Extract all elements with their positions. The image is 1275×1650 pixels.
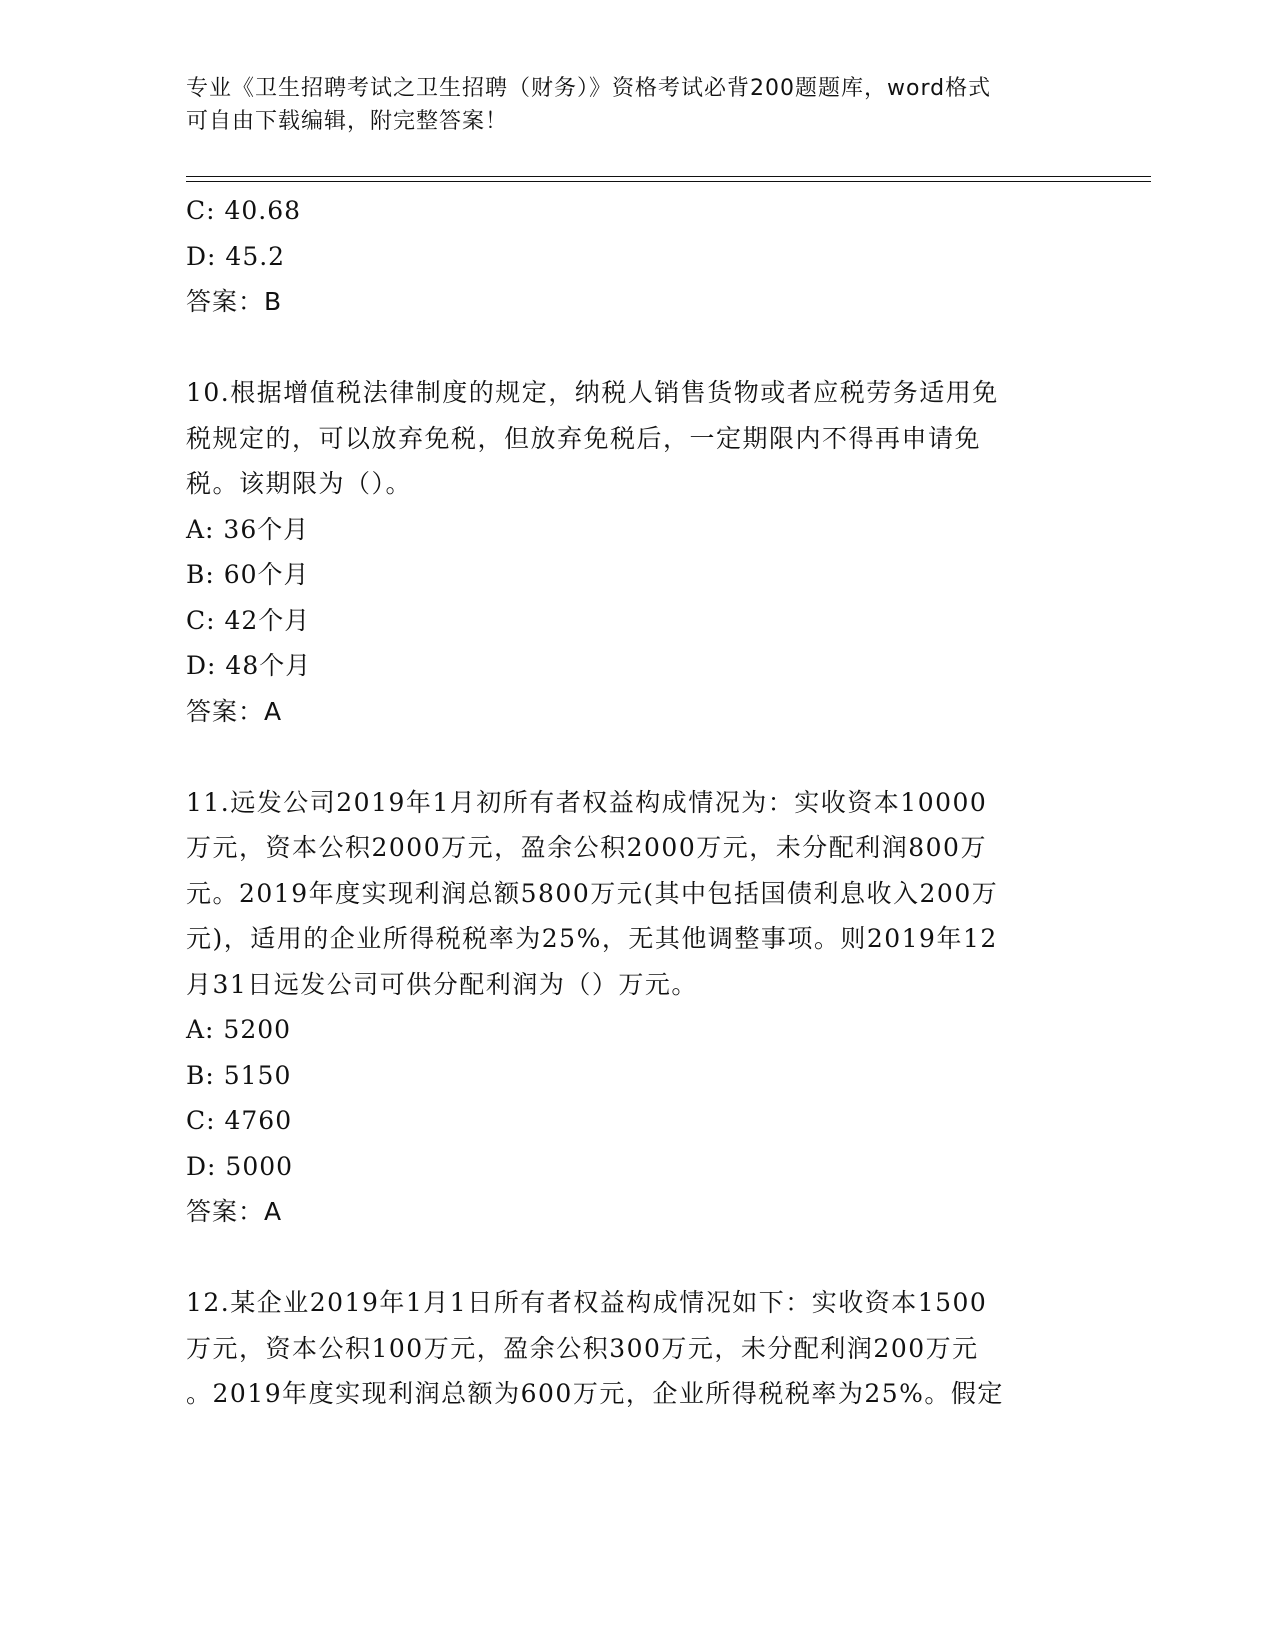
question-text-line: 元。2019年度实现利润总额5800万元(其中包括国债利息收入200万 [186, 878, 999, 908]
option-c: C: 42个月 [186, 605, 311, 635]
option-c: C: 40.68 [186, 196, 302, 225]
question-text-line: 月31日远发公司可供分配利润为（）万元。 [186, 969, 698, 999]
question-9-tail [186, 188, 1076, 325]
spacer [186, 325, 1076, 371]
spacer [186, 734, 1076, 780]
question-text-line: 税规定的，可以放弃免税，但放弃免税后，一定期限内不得再申请免 [186, 423, 982, 453]
question-text-line: 11.远发公司2019年1月初所有者权益构成情况为：实收资本10000 [186, 787, 988, 817]
option-d: D: 5000 [186, 1151, 294, 1181]
option-b: B: 5150 [186, 1060, 292, 1090]
question-10 [186, 370, 1076, 734]
question-text-line: 万元，资本公积2000万元，盈余公积2000万元，未分配利润800万 [186, 833, 987, 862]
question-text-line: 元)，适用的企业所得税税率为25%，无其他调整事项。则2019年12 [186, 924, 998, 953]
option-a: A: 36个月 [186, 514, 310, 544]
question-text-line: 10.根据增值税法律制度的规定，纳税人销售货物或者应税劳务适用免 [186, 378, 999, 407]
answer-line: 答案：B [186, 287, 283, 316]
option-b: B: 60个月 [186, 560, 310, 589]
answer-line: 答案：A [186, 1197, 283, 1226]
question-text-line: 税。该期限为（）。 [186, 469, 413, 498]
spacer [186, 1235, 1076, 1281]
question-12 [186, 1280, 1076, 1417]
document-header [186, 72, 1066, 138]
answer-line: 答案：A [186, 696, 283, 726]
question-text-line: 12.某企业2019年1月1日所有者权益构成情况如下：实收资本1500 [186, 1288, 988, 1317]
option-a: A: 5200 [186, 1015, 292, 1044]
header-line-2: 可自由下载编辑，附完整答案！ [186, 109, 509, 134]
header-divider-bottom [186, 181, 1151, 182]
header-line-1: 专业《卫生招聘考试之卫生招聘（财务）》资格考试必背200题题库，word格式 [186, 76, 992, 101]
option-d: D: 45.2 [186, 241, 286, 271]
question-text-line: 。2019年度实现利润总额为600万元，企业所得税税率为25%。假定 [186, 1379, 1004, 1408]
document-body [186, 188, 1076, 1417]
option-d: D: 48个月 [186, 651, 312, 680]
question-text-line: 万元，资本公积100万元，盈余公积300万元，未分配利润200万元 [186, 1333, 979, 1363]
option-c: C: 4760 [186, 1106, 293, 1135]
header-divider-top [186, 176, 1151, 177]
question-11 [186, 780, 1076, 1235]
